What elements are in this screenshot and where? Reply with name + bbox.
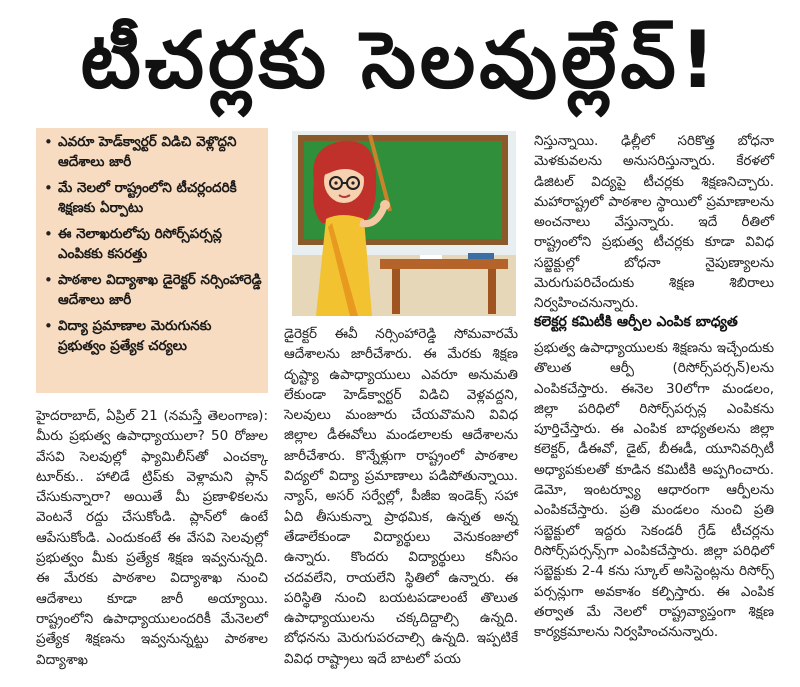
highlight-item xyxy=(44,224,262,264)
article-column-3-continued xyxy=(534,338,774,642)
bullet-icon: • xyxy=(44,133,53,151)
highlight-text: ఈ నెలాఖరులోపు రిసోర్స్‌పర్సన్ల ఎంపికకు కసరత్తు xyxy=(58,226,222,262)
highlight-text: మే నెలలో రాష్ట్రంలోని టీచర్లందరికీ శిక్షణకు ఏర్పాటు xyxy=(58,180,237,216)
bullet-icon: • xyxy=(44,317,53,335)
highlight-item xyxy=(44,270,262,310)
column-text: హైదరాబాద్‌, ఏప్రిల్‌ 21 (నమస్తే తెలంగాణ): మీరు ప్రభుత్వ ఉపాధ్యాయులా? 50 రోజుల వేసవి సెలవుల్లో ఫ్యామిలీస్‌తో ఎంచక్కా టూర్‌కు.. హాలిడే ట్రిప్‌కు వెళ్లామని ప్లాన్‌ చేసుకున్నారా? అయితే మీ ప్రణాళికలను వెంటనే రద్దు చేసుకోండి. ప్లాన్‌లో ఉంటే ఆపేసుకోండి. ఎందుకంటే ఈ వేసవి సెలవుల్లో ప్రభుత్వం మీకు ప్రత్యేక శిక్షణ ఇవ్వనున్నది. ఈ మేరకు పాఠశాల విద్యాశాఖ నుంచి ఆదేశాలు కూడా జారీ అయ్యాయి. రాష్ట్రంలోని ఉపాధ్యాయులందరికీ మేనెలలో ప్రత్యేక శిక్షణను ఇవ్వనున్నట్టు పాఠశాల విద్యాశాఖ xyxy=(36,408,268,668)
column-text: నిస్తున్నాయి. ఢిల్లీలో సరికొత్త బోధనా మెళకువలను అనుసరిస్తున్నారు. కేరళలో డిజిటల్‌ విద్యపై టీచర్లకు శిక్షణనిచ్చారు. మహారాష్ట్రలో పాఠశాల స్థాయిలో ప్రమాణాలను అంచనాలు వేస్తున్నారు. ఇదే రీతిలో రాష్ట్రంలోని ప్రభుత్వ టీచర్లకు కూడా వివిధ సబ్జెక్టుల్లో బోధనా నైపుణ్యాలను మెరుగుపరిచేందుకు శిక్షణ శిబిరాలు నిర్వహించనున్నారు. xyxy=(534,133,774,312)
bullet-icon: • xyxy=(44,271,53,289)
highlight-item xyxy=(44,316,262,356)
teacher-illustration xyxy=(292,131,516,316)
highlight-item xyxy=(44,132,262,172)
headline: టీచర్లకు సెలవుల్లేవ్‌! xyxy=(80,16,720,106)
highlight-text: పాఠశాల విద్యాశాఖ డైరెక్టర్‌ నర్సింహారెడ్డి ఆదేశాలు జారీ xyxy=(58,272,262,308)
article-column-3 xyxy=(534,131,774,314)
subheading: కలెక్టర్ల కమిటీకి ఆర్పీల ఎంపిక బాధ్యత xyxy=(534,314,738,330)
bullet-icon: • xyxy=(44,179,53,197)
desk-top xyxy=(380,259,508,269)
highlight-text: ఎవరూ హెడ్‌క్వార్టర్‌ విడిచి వెళ్లొద్దని ఆదేశాలు జారీ xyxy=(58,134,237,170)
highlight-text: విద్యా ప్రమాణాల మెరుగునకు ప్రభుత్వం ప్రత్యేక చర్యలు xyxy=(58,318,212,354)
highlights-box xyxy=(36,128,268,393)
highlight-item xyxy=(44,178,262,218)
article-column-1 xyxy=(36,406,268,670)
article-column-2 xyxy=(284,324,518,669)
teacher-illustration-svg xyxy=(292,131,516,316)
column-text: డైరెక్టర్‌ ఈవీ నర్సింహారెడ్డి సోమవారమే ఆదేశాలను జారీచేశారు. ఈ మేరకు శిక్షణ దృష్ట్యా ఉపాధ్యాయులు ఎవరూ అనుమతి లేకుండా హెడ్‌క్వార్టర్‌ విడిచి వెళ్లవద్దని, సెలవులు మంజూరు చేయవొమని వివిధ జిల్లాల డీఈవోలు మండలాలకు ఆదేశాలను జారీచేశారు. కొన్నేళ్లుగా రాష్ట్రంలో పాఠశాల విద్యలో విద్యా ప్రమాణాలు పడిపోతున్నాయి. న్యాస్‌, అసర్‌ సర్వేల్లో, పీజీఐ ఇండెక్స్‌ సహా ఏది తీసుకున్నా ప్రాథమిక, ఉన్నత అన్న తేడాలేకుండా విద్యార్థులు వెనుకంజులో ఉన్నారు. కొందరు విద్యార్థులు కనీసం చదవలేని, రాయలేని స్థితిలో ఉన్నారు. ఈ పరిస్థితి నుంచి బయటపడాలంటే తొలుత ఉపాధ్యాయులను చక్కదిద్దాల్సి ఉన్నది. బోధనను మెరుగుపరచాల్సి ఉన్నది. ఇప్పటికే వివిధ రాష్ట్రాలు ఇదే బాటలో పయ xyxy=(284,326,518,667)
column-text: ప్రభుత్వ ఉపాధ్యాయులకు శిక్షణను ఇచ్చేందుకు తొలుత ఆర్పీ (రిసోర్స్‌పర్సన్‌)లను ఎంపికచేస్తారు. ఈనెల 30లోగా మండలం, జిల్లా పరిధిలో రిసోర్స్‌పర్సన్ల ఎంపికను పూర్తిచేస్తారు. ఈ ఎంపిక బాధ్యతలను జిల్లా కలెక్టర్‌, డీఈవో, డైట్‌, బీఈడీ, యూనివర్సిటీ అధ్యాపకులతో కూడిన కమిటీకి అప్పగించారు. డెమో, ఇంటర్వ్యూ ఆధారంగా ఆర్పీలను ఎంపికచేస్తారు. ప్రతి మండలం నుంచి ప్రతి సబ్జెక్టులో ఇద్దరు సెకండరీ గ్రేడ్‌ టీచర్లను రిసోర్స్‌పర్సన్స్‌గా ఎంపికచేస్తారు. జిల్లా పరిధిలో సబ్జెక్టుకు 2-4 కను స్కూల్‌ అసిస్టెంట్లను రిసోర్స్‌ పర్సన్లుగా అవకాశం కల్పిస్తారు. ఈ ఎంపిక తర్వాత మే నెలలో రాష్ట్రవ్యాప్తంగా శిక్షణ కార్యక్రమాలను నిర్వహించనున్నారు. xyxy=(534,340,774,641)
bullet-icon: • xyxy=(44,225,53,243)
